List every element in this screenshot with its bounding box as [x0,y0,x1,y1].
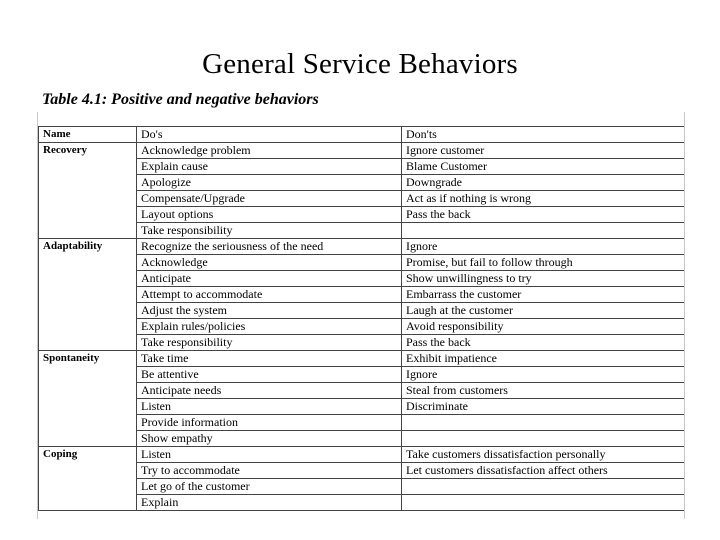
table-caption: Table 4.1: Positive and negative behaviors [42,91,319,108]
table-frame [37,112,685,519]
table-row [39,495,685,511]
behaviors-table [38,126,685,511]
category-cell [39,255,137,271]
category-cell [39,383,137,399]
do-cell: Adjust the system [137,303,402,319]
dont-cell: Pass the back [402,335,685,351]
do-cell: Compensate/Upgrade [137,191,402,207]
do-cell: Let go of the customer [137,479,402,495]
dont-cell [402,495,685,511]
do-cell: Try to accommodate [137,463,402,479]
dont-cell [402,431,685,447]
category-cell [39,175,137,191]
do-cell: Acknowledge [137,255,402,271]
category-cell [39,159,137,175]
dont-cell: Avoid responsibility [402,319,685,335]
table-row [39,479,685,495]
dont-cell [402,479,685,495]
table-row [39,415,685,431]
dont-cell: Promise, but fail to follow through [402,255,685,271]
slide-title: General Service Behaviors [202,48,518,80]
category-cell [39,463,137,479]
dont-cell: Downgrade [402,175,685,191]
dont-cell: Laugh at the customer [402,303,685,319]
dont-cell [402,415,685,431]
table-row [39,223,685,239]
dont-cell: Ignore [402,367,685,383]
do-cell: Layout options [137,207,402,223]
do-cell: Show empathy [137,431,402,447]
category-name: Recovery [39,143,137,159]
category-cell [39,191,137,207]
dont-cell [402,223,685,239]
table-row [39,191,685,207]
dont-cell: Steal from customers [402,383,685,399]
table-row [39,143,685,159]
do-cell: Take time [137,351,402,367]
do-cell: Listen [137,399,402,415]
dont-cell: Blame Customer [402,159,685,175]
table-row [39,351,685,367]
table-row [39,383,685,399]
category-cell [39,495,137,511]
table-row [39,367,685,383]
table-row [39,431,685,447]
table-row [39,287,685,303]
do-cell: Explain [137,495,402,511]
table-row [39,159,685,175]
dont-cell: Ignore [402,239,685,255]
table-row [39,255,685,271]
category-cell [39,303,137,319]
do-cell: Explain rules/policies [137,319,402,335]
category-name: Coping [39,447,137,463]
do-cell: Explain cause [137,159,402,175]
header-row [39,127,685,143]
category-cell [39,223,137,239]
do-cell: Apologize [137,175,402,191]
do-cell: Be attentive [137,367,402,383]
header-name: Name [39,127,137,143]
table-body [39,143,685,511]
category-cell [39,479,137,495]
table-row [39,335,685,351]
category-name: Adaptability [39,239,137,255]
do-cell: Take responsibility [137,223,402,239]
table-row [39,303,685,319]
do-cell: Attempt to accommodate [137,287,402,303]
category-cell [39,431,137,447]
dont-cell: Embarrass the customer [402,287,685,303]
category-name: Spontaneity [39,351,137,367]
dont-cell: Let customers dissatisfaction affect others [402,463,685,479]
dont-cell: Take customers dissatisfaction personally [402,447,685,463]
table-row [39,175,685,191]
do-cell: Acknowledge problem [137,143,402,159]
table-row [39,239,685,255]
do-cell: Provide information [137,415,402,431]
dont-cell: Pass the back [402,207,685,223]
dont-cell: Discriminate [402,399,685,415]
do-cell: Recognize the seriousness of the need [137,239,402,255]
table-row [39,271,685,287]
table-row [39,447,685,463]
header-dos: Do's [137,127,402,143]
do-cell: Anticipate needs [137,383,402,399]
dont-cell: Ignore customer [402,143,685,159]
table-row [39,399,685,415]
category-cell [39,271,137,287]
dont-cell: Exhibit impatience [402,351,685,367]
category-cell [39,415,137,431]
table-row [39,319,685,335]
table-row [39,463,685,479]
do-cell: Listen [137,447,402,463]
category-cell [39,319,137,335]
dont-cell: Act as if nothing is wrong [402,191,685,207]
dont-cell: Show unwillingness to try [402,271,685,287]
do-cell: Anticipate [137,271,402,287]
category-cell [39,287,137,303]
category-cell [39,335,137,351]
category-cell [39,367,137,383]
category-cell [39,207,137,223]
category-cell [39,399,137,415]
do-cell: Take responsibility [137,335,402,351]
table-row [39,207,685,223]
header-donts: Don'ts [402,127,685,143]
